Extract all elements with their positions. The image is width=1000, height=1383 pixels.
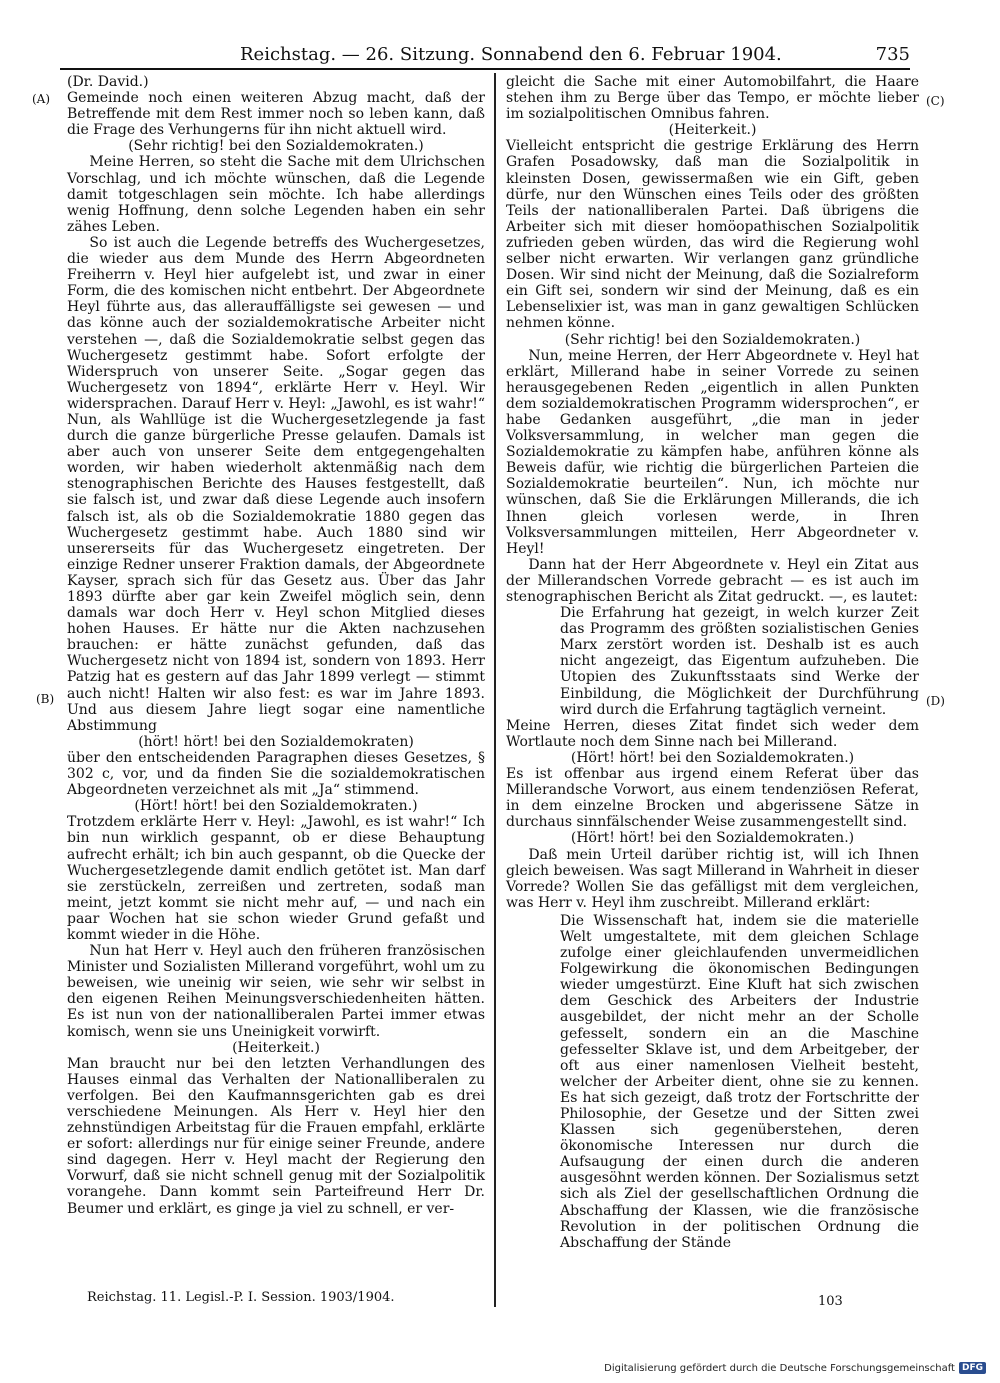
paragraph: gleicht die Sache mit einer Automobilfahrt, die Haare stehen ihm zu Berge über das Tempo, er möchte lieber im sozialpolitischen Omnibus fahren.	[506, 74, 919, 123]
running-title: Reichstag. — 26. Sitzung. Sonnabend den 6. Februar 1904.	[240, 44, 782, 65]
page-number: 735	[875, 44, 910, 65]
interjection: (Heiterkeit.)	[668, 122, 757, 139]
paragraph: Meine Herren, so steht die Sache mit dem Ulrichschen Vorschlag, und ich möchte wünschen, daß die Legende damit totgeschlagen sein möchte. Ich habe allerdings wenig Hoffnung, denn solche Legenden haben ein sehr zähes Leben.	[67, 154, 485, 235]
interjection: (Hört! hört! bei den Sozialdemokraten.)	[570, 749, 855, 766]
paragraph: Meine Herren, dieses Zitat findet sich weder dem Wortlaute noch dem Sinne nach bei Millerand.	[506, 717, 919, 750]
interjection: (Sehr richtig! bei den Sozialdemokraten.)	[564, 331, 861, 348]
block-quote: Die Erfahrung hat gezeigt, in welch kurzer Zeit das Programm des größten sozialistischen Genies Marx zerstört worden ist. Deshalb ist es auch nicht angezeigt, das Eigentum aufzuheben. Die Utopien des Zukunftsstaats sind Werke der Einbildung, die Möglichkeit der Durchführung wird durch die Erfahrung tagtäglich verneint.	[560, 605, 919, 718]
interjection: (Hört! hört! bei den Sozialdemokraten.)	[134, 798, 418, 815]
dfg-credit	[604, 1362, 986, 1374]
running-header	[60, 42, 910, 68]
margin-mark-a: (A)	[32, 92, 51, 106]
paragraph: So ist auch die Legende betreffs des Wuchergesetzes, die wieder aus dem Munde des Herrn Abgeordneten Freiherrn v. Heyl hier aufgelebt ist, und zwar in einer Form, die des komischen nicht entbehrt. Der Abgeordnete Heyl führte aus, das allerauffälligste sei gewesen — und das könne auch der sozialdemokratische Arbeiter nicht verstehen —, daß die Sozialdemokratie selbst gegen das Wuchergesetz gestimmt habe. Sofort erfolgte der Widerspruch von unserer Seite. „Sogar gegen das Wuchergesetz von 1894“, erklärte Herr v. Heyl. Wir widersprachen. Darauf Herr v. Heyl: „Jawohl, es ist wahr!“ Nun, als Wahllüge ist die Wuchergesetzlegende ja fast durch die ganze bürgerliche Presse gelaufen. Damals ist aber auch von unserer Seite dem entgegengehalten worden, wir haben wiederholt aktenmäßig nach dem stenographischen Berichte des Hauses festgestellt, daß sie falsch ist, und zwar daß diese Legende auch insofern falsch ist, als ob die Sozialdemokratie 1880 gegen das Wuchergesetz gestimmt habe. Auch 1880 sind wir unsererseits für das Wuchergesetz eingetreten. Der einzige Redner unserer Fraktion damals, der Abgeordnete Kayser, sprach sich für das Gesetz aus. Über das Jahr 1893 dürfte aber gar kein Zweifel möglich sein, denn damals war doch Herr v. Heyl schon Mitglied dieses hohen Hauses. Er hätte nur die Akten nachzusehen brauchen: er hätte zunächst gefunden, daß das Wuchergesetz nicht von 1894 ist, sondern von 1893. Herr Patzig hat es gestern auf das Jahr 1899 verlegt — stimmt auch nicht! Halten wir also fest: es war im Jahre 1893. Und aus diesem Jahre liegt sogar eine namentliche Abstimmung	[67, 234, 485, 734]
header-rule	[60, 68, 910, 70]
dfg-logo: DFG	[959, 1362, 986, 1374]
paragraph: Es ist offenbar aus irgend einem Referat über das Millerandsche Vorwort, aus einem tendenziösen Referat, in dem einzelne Brocken und abgerissene Sätze in durchaus sinnfälschender Weise zusammengestellt sind.	[506, 766, 919, 831]
paragraph: über den entscheidenden Paragraphen dieses Gesetzes, § 302 c, vor, und da finden Sie die sozialdemokratischen Abgeordneten verzeichnet als mit „Ja“ stimmend.	[67, 749, 485, 799]
paragraph: Dann hat der Herr Abgeordnete v. Heyl ein Zitat aus der Millerandschen Vorrede gebracht — es ist auch im stenographischen Bericht als Zitat gedruckt. —, es lautet:	[506, 556, 919, 605]
interjection: (Hört! hört! bei den Sozialdemokraten.)	[570, 830, 855, 847]
paragraph: Man braucht nur bei den letzten Verhandlungen des Hauses einmal das Verhalten der Nationalliberalen zu verfolgen. Bei den Kaufmannsgerichten gab es drei verschiedene Meinungen. Als Herr v. Heyl hier den zehnstündigen Arbeitstag für die Frauen empfahl, erklärte er sofort: allerdings nur für einige seiner Freunde, andere sind dagegen. Herr v. Heyl macht der Regierung den Vorwurf, daß sie nicht schnell genug mit der Sozialpolitik vorangehe. Dann kommt sein Parteifreund Herr Dr. Beumer und erklärt, es ginge ja viel zu schnell, er ver-	[67, 1055, 485, 1217]
paragraph: Nun hat Herr v. Heyl auch den früheren französischen Minister und Sozialisten Millerand vorgeführt, wohl um zu beweisen, wie uneinig wir seien, wie sehr wir selbst in den eigenen Reihen Meinungsverschiedenheiten hätten. Es ist nun von der nationalliberalen Partei immer etwas komisch, wenn sie uns Uneinigkeit vorwirft.	[67, 943, 485, 1040]
paragraph: Daß mein Urteil darüber richtig ist, will ich Ihnen gleich beweisen. Was sagt Millerand in Wahrheit in dieser Vorrede? Wollen Sie das gefälligst mit dem vergleichen, was Herr v. Heyl ihm zuschreibt. Millerand erklärt:	[506, 846, 919, 911]
right-column	[506, 74, 919, 1251]
margin-mark-d: (D)	[926, 694, 945, 708]
session-footer: Reichstag. 11. Legisl.-P. I. Session. 1903/1904.	[87, 1290, 395, 1305]
speaker-name: (Dr. David.)	[67, 74, 149, 90]
interjection: (Heiterkeit.)	[232, 1039, 320, 1056]
paragraph: Trotzdem erklärte Herr v. Heyl: „Jawohl, es ist wahr!“ Ich bin nun wirklich gespannt, ob er diese Behauptung aufrecht erhält; ich bin auch gespannt, ob die Quecke der Wuchergesetzlegende damit endlich getötet ist. Man darf sie zerstückeln, zerreißen und zertreten, sodaß man meint, jetzt kommt sie nicht mehr auf, — und nach ein paar Wochen hat sie schon wieder Grund gefaßt und kommt wieder in die Höhe.	[67, 814, 485, 943]
dfg-note: Digitalisierung gefördert durch die Deutsche Forschungsgemeinschaft	[604, 1362, 955, 1374]
block-quote: Die Wissenschaft hat, indem sie die materielle Welt umgestaltete, mit dem gleichen Schlage zufolge einer gleichlaufenden unvermeidlichen Folgewirkung die ökonomischen Bedingungen wieder umgestürzt. Eine Kluft hat sich zwischen dem Geschick des Arbeiters der Industrie ausgebildet, der nicht mehr an der Scholle gefesselt, sondern ein an die Maschine gefesselter Sklave ist, und dem Arbeitgeber, der oft aus einer namenlosen Vielheit besteht, welcher der Arbeiter dient, ohne sie zu kennen. Es hat sich gezeigt, daß trotz der Fortschritte der Philosophie, der Gesetze und der Sitten zwei Klassen sich gegenüberstehen, deren ökonomische Interessen nur durch die Aufsaugung der einen durch die anderen ausgesöhnt werden können. Der Sozialismus setzt sich als Ziel der gesellschaftlichen Ordnung die Abschaffung der Klassen, wie die französische Revolution in der politischen Ordnung die Abschaffung der Stände	[560, 912, 919, 1251]
left-column	[67, 74, 485, 1217]
sheet-number: 103	[818, 1294, 843, 1309]
paragraph: Vielleicht entspricht die gestrige Erklärung des Herrn Grafen Posadowsky, daß man die Sozialpolitik in kleinsten Dosen, gewissermaßen wie ein Gift, geben dürfe, nur den Wünschen eines Teils oder des größten Teils der nationalliberalen Partei. Daß übrigens die Arbeiter sich mit dieser homöopathischen Sozialpolitik zufrieden geben würden, das wird die Regierung wohl selber nicht erwarten. Wir verlangen ganz gründliche Dosen. Wir sind nicht der Meinung, daß die Sozialreform ein Gift sei, sondern wir sind der Meinung, daß es ein Lebenselixier ist, was man in ganz gewaltigen Schlücken nehmen könne.	[506, 138, 919, 332]
interjection: (Sehr richtig! bei den Sozialdemokraten.)	[128, 138, 424, 155]
paragraph: Nun, meine Herren, der Herr Abgeordnete v. Heyl hat erklärt, Millerand habe in seiner Vorrede zu seinen herausgegebenen Reden „eigentlich in allen Punkten dem sozialdemokratischen Programm widersprochen“, er habe Gedanken ausgeführt, „die man in jeder Volksversammlung, in welcher man gegen die Sozialdemokratie zu kämpfen habe, anführen könne als Beweis dafür, wie richtig die bürgerlichen Parteien die Sozialdemokratie beurteilen“. Nun, ich möchte nur wünschen, daß Sie die Erklärungen Millerands, die ich Ihnen gleich vorlesen werde, in Ihren Volksversammlungen mitteilen, Herr Abgeordneter v. Heyl!	[506, 347, 919, 557]
interjection: (hört! hört! bei den Sozialdemokraten)	[138, 733, 414, 750]
paragraph: Gemeinde noch einen weiteren Abzug macht, daß der Betreffende mit dem Rest immer noch so leben kann, daß die Frage des Verhungerns für ihn nicht aktuell wird.	[67, 90, 485, 139]
margin-mark-c: (C)	[926, 94, 945, 108]
margin-mark-b: (B)	[36, 692, 55, 706]
column-divider	[494, 73, 496, 1307]
